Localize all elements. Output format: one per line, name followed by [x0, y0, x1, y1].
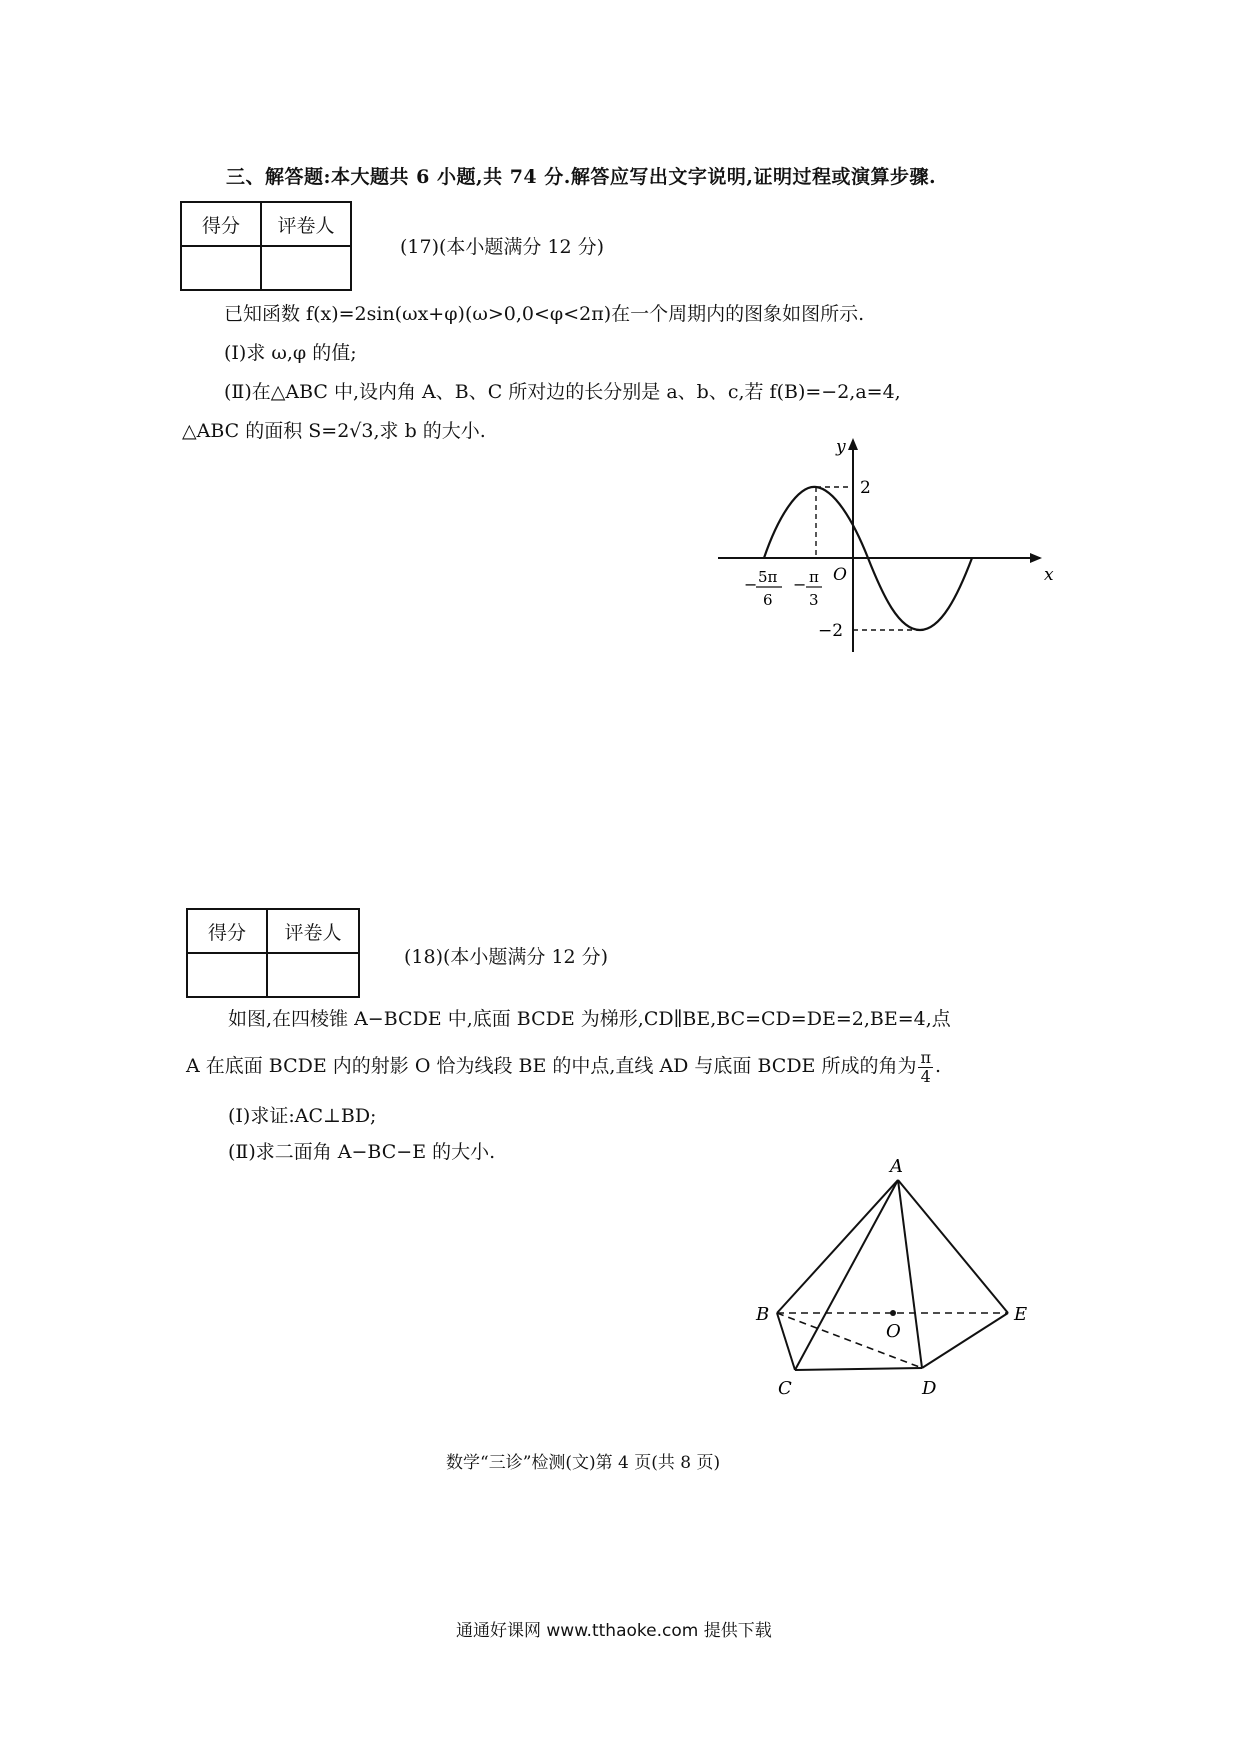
edge-DE	[922, 1313, 1008, 1368]
q18-line1: 如图,在四棱锥 A−BCDE 中,底面 BCDE 为梯形,CD∥BE,BC=CD=DE=2,BE=4,点	[228, 1008, 951, 1030]
label-B: B	[756, 1304, 770, 1325]
q18-line2-end: .	[935, 1055, 942, 1077]
tick1-numerator: 5π	[758, 568, 778, 586]
label-O: O	[886, 1321, 901, 1342]
y-axis-arrow	[848, 438, 858, 450]
label-E: E	[1014, 1304, 1028, 1325]
score-label: 得分	[181, 202, 261, 246]
q17-header: (17)(本小题满分 12 分)	[400, 236, 605, 258]
grader-label: 评卷人	[261, 202, 351, 246]
tick2-minus: −	[793, 575, 807, 594]
q18-line2-text: A 在底面 BCDE 内的射影 O 恰为线段 BE 的中点,直线 AD 与底面 BCDE 所成的角为	[186, 1055, 917, 1077]
angle-fraction	[918, 1049, 933, 1086]
q18-pyramid-figure	[750, 1150, 1070, 1410]
tick1-denominator: 6	[763, 591, 773, 609]
score-cell[interactable]	[187, 953, 267, 997]
label-C: C	[778, 1378, 792, 1399]
max-value-label: 2	[860, 478, 871, 498]
tick2-numerator: π	[809, 568, 819, 586]
download-credit: 通通好课网 www.tthaoke.com 提供下载	[456, 1621, 772, 1641]
score-table-18	[186, 908, 360, 998]
section-heading: 三、解答题:本大题共 6 小题,共 74 分.解答应写出文字说明,证明过程或演算步骤.	[226, 166, 937, 188]
q17-line4: △ABC 的面积 S=2√3,求 b 的大小.	[182, 420, 486, 442]
label-D: D	[922, 1378, 937, 1399]
q17-line1: 已知函数 f(x)=2sin(ωx+φ)(ω>0,0<φ<2π)在一个周期内的图象如图所示.	[224, 303, 865, 325]
score-table-17	[180, 201, 352, 291]
tick2-denominator: 3	[809, 591, 819, 609]
q17-sine-graph	[700, 430, 1060, 660]
page-footer: 数学“三诊”检测(文)第 4 页(共 8 页)	[446, 1453, 721, 1473]
q18-line3: (Ⅰ)求证:AC⊥BD;	[228, 1105, 377, 1127]
y-axis-label: y	[836, 437, 846, 457]
edge-CD	[795, 1368, 922, 1370]
q17-line2: (Ⅰ)求 ω,φ 的值;	[224, 342, 357, 364]
origin-label: O	[833, 565, 847, 585]
angle-numerator: π	[920, 1047, 931, 1067]
score-cell[interactable]	[181, 246, 261, 290]
x-axis-arrow	[1030, 553, 1042, 563]
angle-denominator: 4	[920, 1066, 931, 1086]
grader-cell[interactable]	[267, 953, 359, 997]
point-O	[890, 1310, 896, 1316]
grader-cell[interactable]	[261, 246, 351, 290]
edge-AD	[898, 1180, 922, 1368]
q18-line2	[186, 1048, 941, 1086]
q18-line4: (Ⅱ)求二面角 A−BC−E 的大小.	[228, 1141, 496, 1163]
q17-line3: (Ⅱ)在△ABC 中,设内角 A、B、C 所对边的长分别是 a、b、c,若 f(B)=−2,a=4,	[224, 381, 901, 403]
tick1-minus: −	[744, 575, 758, 594]
edge-AE	[898, 1180, 1008, 1313]
edge-BC	[777, 1313, 795, 1370]
grader-label: 评卷人	[267, 909, 359, 953]
label-A: A	[890, 1156, 903, 1177]
x-axis-label: x	[1044, 565, 1054, 585]
min-value-label: −2	[818, 621, 844, 641]
score-label: 得分	[187, 909, 267, 953]
q18-header: (18)(本小题满分 12 分)	[404, 946, 609, 968]
